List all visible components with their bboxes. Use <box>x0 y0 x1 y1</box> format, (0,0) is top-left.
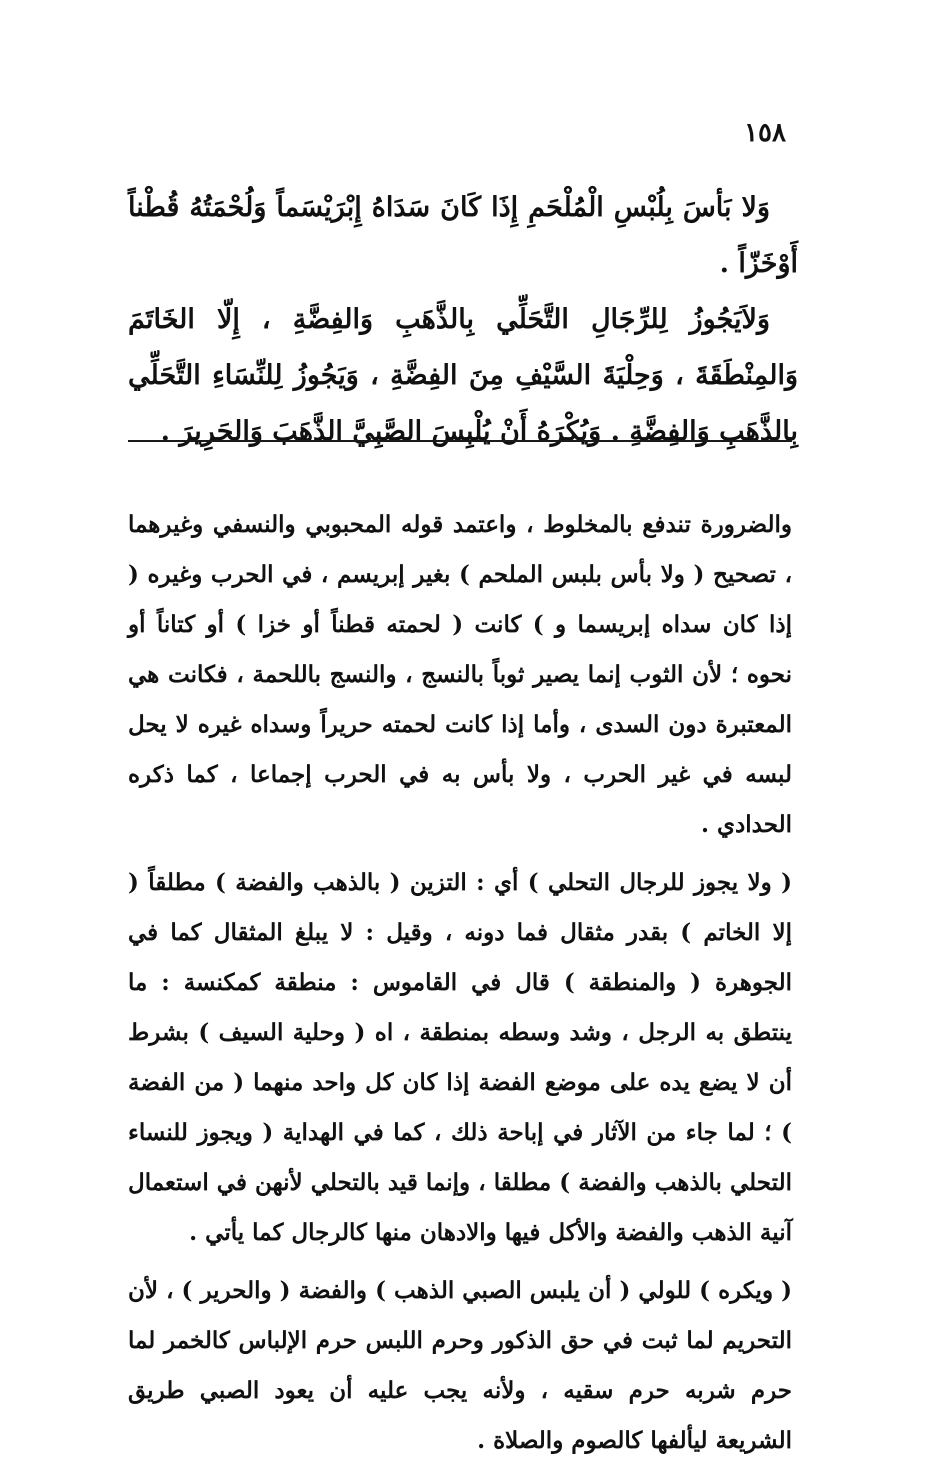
separator-rule <box>128 440 792 442</box>
commentary-paragraph: ( ويكره ) للولي ( أن يلبس الصبي الذهب ) والفضة ( والحرير ) ، لأن التحريم لما ثبت في حق الذكور وحرم اللبس حرم الإلباس كالخمر لما حرم شربه حرم سقيه ، ولأنه يجب عليه أن يعود الصبي طريق الشريعة ليألفها كالصوم والصلاة . <box>128 1277 792 1454</box>
commentary-block <box>128 500 792 1474</box>
main-text-block <box>128 180 798 460</box>
page-number: ١٥٨ <box>744 118 786 148</box>
commentary-paragraph: ( ولا يجوز للرجال التحلي ) أي : التزين ( بالذهب والفضة ) مطلقاً ( إلا الخاتم ) بقدر مثقال فما دونه ، وقيل : لا يبلغ المثقال كما في الجوهرة ( والمنطقة ) قال في القاموس : منطقة كمكنسة : ما ينتطق به الرجل ، وشد وسطه بمنطقة ، اه ( وحلية السيف ) بشرط أن لا يضع يده على موضع الفضة إذا كان كل واحد منهما ( من الفضة ) ؛ لما جاء من الآثار في إباحة ذلك ، كما في الهداية ( ويجوز للنساء التحلي بالذهب والفضة ) مطلقا ، وإنما قيد بالتحلي لأنهن في استعمال آنية الذهب والفضة والأكل فيها والادهان منها كالرجال كما يأتي . <box>128 869 792 1246</box>
main-text-paragraph: وَلا بَأسَ بِلُبْسِ الْمُلْحَمِ إِذَا كَانَ سَدَاهُ إِبْرَيْسَماً وَلُحْمَتُهُ قُطْناً أَوْخَزّاً . <box>128 192 798 279</box>
main-text-paragraph: وَلاَيَجُوزُ لِلرِّجَالِ التَّحَلِّي بِالذَّهَبِ وَالفِضَّةِ ، إِلّا الخَاتَمَ وَالمِنْطَقَةَ ، وَحِلْيَةَ السَّيْفِ مِنَ الفِضَّةِ ، وَيَجُوزُ لِلنِّسَاءِ التَّحَلِّي بِالذَّهَبِ وَالفِضَّةِ . وَيُكْرَهُ أَنْ يُلْبِسَ الصَّبِيَّ الذَّهَبَ وَالحَرِيرَ . <box>128 304 798 447</box>
commentary-paragraph: والضرورة تندفع بالمخلوط ، واعتمد قوله المحبوبي والنسفي وغيرهما ، تصحيح ( ولا بأس بلبس الملحم ) بغير إبريسم ، في الحرب وغيره ( إذا كان سداه إبريسما و ) كانت ( لحمته قطناً أو خزا ) أو كتاناً أو نحوه ؛ لأن الثوب إنما يصير ثوباً بالنسج ، والنسج باللحمة ، فكانت هي المعتبرة دون السدى ، وأما إذا كانت لحمته حريراً وسداه غيره لا يحل لبسه في غير الحرب ، ولا بأس به في الحرب إجماعا ، كما ذكره الحدادي . <box>128 511 792 838</box>
